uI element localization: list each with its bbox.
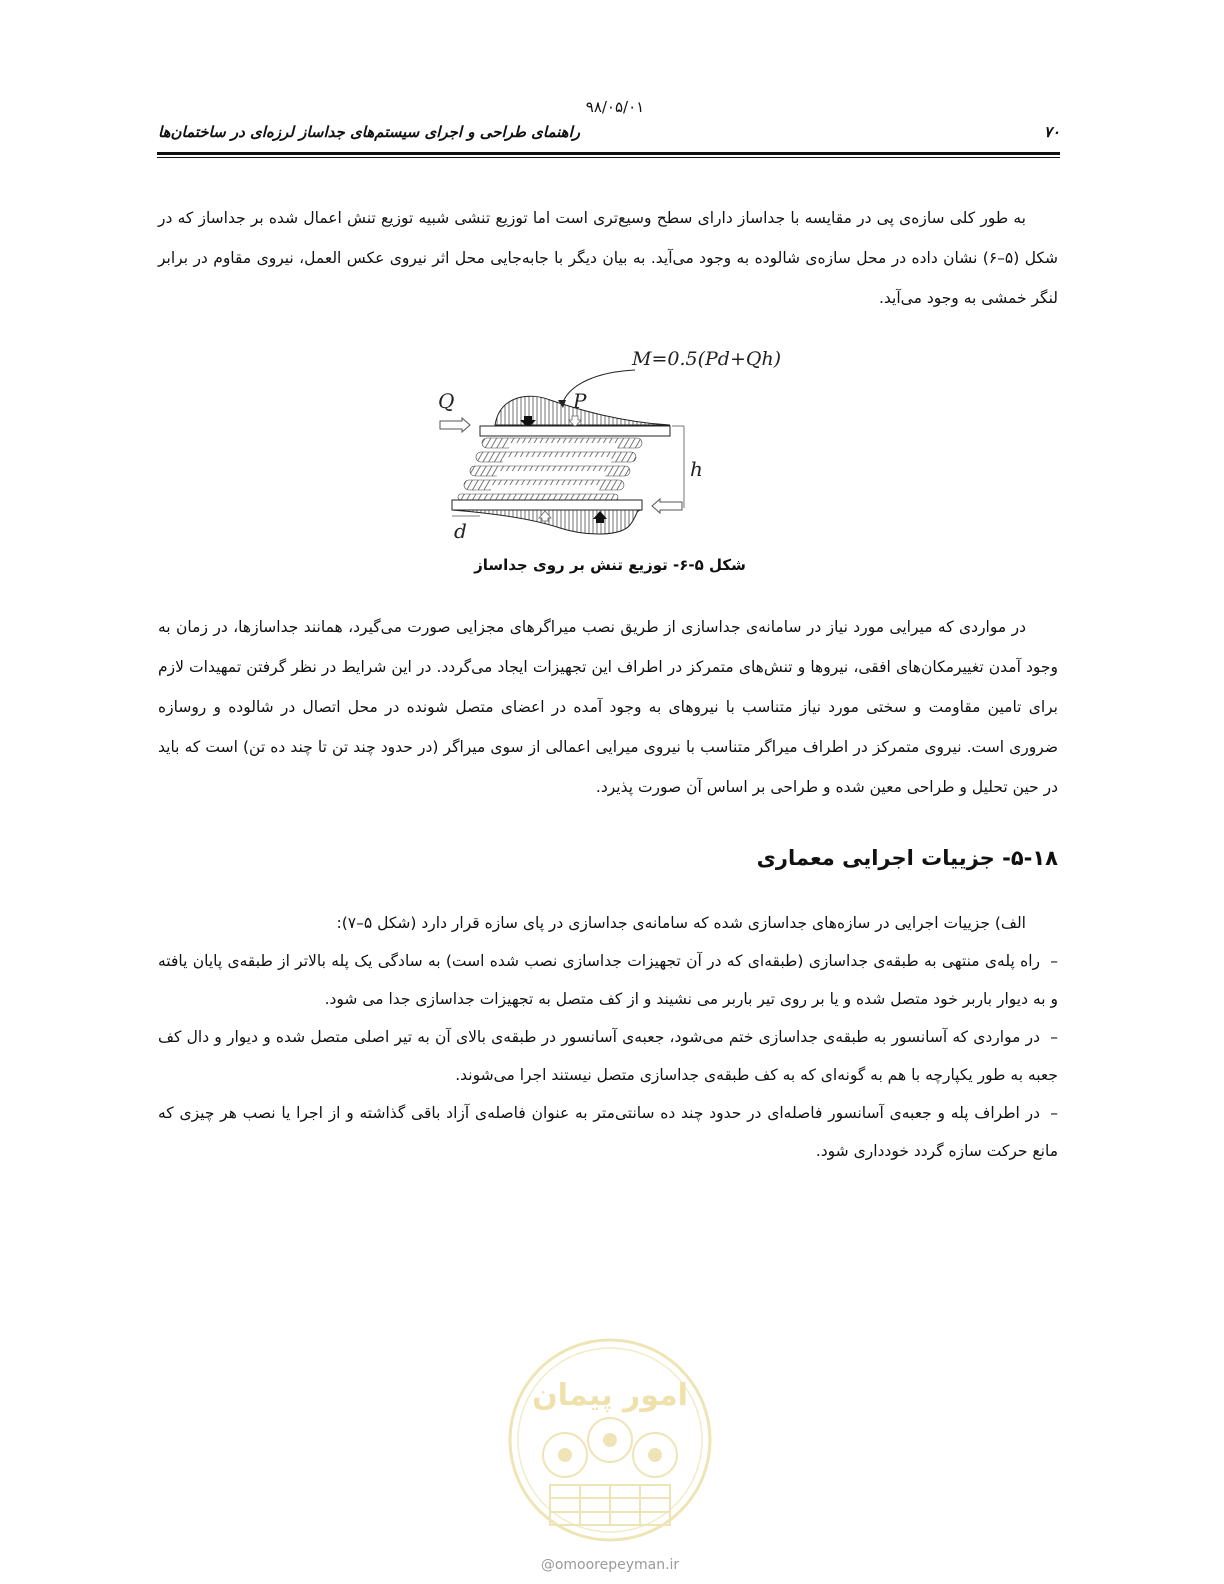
paragraph-2: در مواردی که میرایی مورد نیاز در سامانه‌ی جداسازی از طریق نصب میراگرهای مجزایی صورت می‌گیرد، همانند جداسازها، در زمان به وجود آمدن تغییرمکان‌های افقی، نیروها و تنش‌های متمرکز در اطراف این تجهیزات ایجاد می‌گردد. در این شرایط در نظر گرفتن تمهیدات لازم برای تامین مقاومت و سختی مورد نیاز متناسب با نیروهای به وجود آمده در اعضای متصل شونده در محل اتصال در شالوده و روسازه ضروری است. نیروی متمرکز در اطراف میراگر متناسب با نیروی میرایی اعمالی از سوی میراگر (در حدود چند تن تا چند ده تن) است که باید در حین تحلیل و طراحی معین شده و طراحی بر اساس آن صورت پذیرد. xyxy=(158,618,1058,796)
q-label: Q xyxy=(438,389,455,413)
bottom-plate xyxy=(452,500,642,510)
h-label: h xyxy=(690,457,703,481)
header-date: ۹۸/۰۵/۰۱ xyxy=(585,98,645,116)
paragraph-1: به طور کلی سازه‌ی پی در مقایسه با جداساز دارای سطح وسیع‌تری است اما توزیع تنشی شبیه توزیع تنش اعمال شده بر جداساز که در شکل (۵–۶) نشان داده در محل سازه‌ی شالوده به وجود می‌آید. به بیان دیگر با جابه‌جایی محل اثر نیروی عکس العمل، نیروی مقاوم در برابر لنگر خمشی به وجود می‌آید. xyxy=(158,209,1058,307)
figure-caption: شکل ۵-۶- توزیع تنش بر روی جداساز xyxy=(474,556,746,574)
moment-label: M=0.5(Pd+Qh) xyxy=(632,348,782,370)
svg-text:امور پیمان: امور پیمان xyxy=(532,1378,688,1413)
d-label: d xyxy=(454,519,467,543)
watermark-seal xyxy=(505,1335,715,1545)
page-number: ۷۰ xyxy=(1043,123,1060,141)
watermark-site: @omoorepeyman.ir xyxy=(540,1557,680,1573)
list-dash: – xyxy=(1050,1028,1058,1046)
list-item-text: در مواردی که آسانسور به طبقه‌ی جداسازی ختم می‌شود، جعبه‌ی آسانسور در طبقه‌ی بالای آن به تیر اصلی متصل شده و دیوار و دال کف جعبه به طور یکپارچه با هم به گونه‌ای که به کف طبقه‌ی جداسازی متصل نیستند اجرا می‌شوند. xyxy=(158,1028,1058,1084)
section-list xyxy=(158,904,1058,1170)
header-rule-thin xyxy=(157,157,1060,158)
isolator-layers xyxy=(458,438,642,500)
top-plate xyxy=(480,426,670,436)
header-rule-thick xyxy=(157,152,1060,155)
section-title: ۵-۱۸- جزییات اجرایی معماری xyxy=(756,846,1058,870)
list-item-text: در اطراف پله و جعبه‌ی آسانسور فاصله‌ای در حدود چند ده سانتی‌متر به عنوان فاصله‌ی آزاد باقی گذاشته و از اجرا یا نصب هر چیزی که مانع حرکت سازه گردد خودداری شود. xyxy=(158,1104,1058,1160)
list-item xyxy=(158,1094,1058,1170)
list-item xyxy=(158,1018,1058,1094)
section-intro: الف) جزییات اجرایی در سازه‌های جداسازی شده که سامانه‌ی جداسازی در پای سازه قرار دارد (شکل ۵–۷): xyxy=(336,914,1026,932)
stress-distribution-figure xyxy=(420,340,800,555)
list-dash: – xyxy=(1050,1104,1058,1122)
header-title: راهنمای طراحی و اجرای سیستم‌های جداساز لرزه‌ای در ساختمان‌ها xyxy=(158,123,580,141)
list-dash: – xyxy=(1050,952,1058,970)
p-label: P xyxy=(573,389,587,413)
list-item xyxy=(158,942,1058,1018)
list-item-text: راه پله‌ی منتهی به طبقه‌ی جداسازی (طبقه‌ای که در آن تجهیزات جداسازی نصب شده است) به سادگی یک پله بالاتر از طبقه‌ی پایان یافته و به دیوار باربر خود متصل شده و یا بر روی تیر باربر می نشیند و از کف متصل به تجهیزات جداسازی جدا می شود. xyxy=(158,952,1058,1008)
